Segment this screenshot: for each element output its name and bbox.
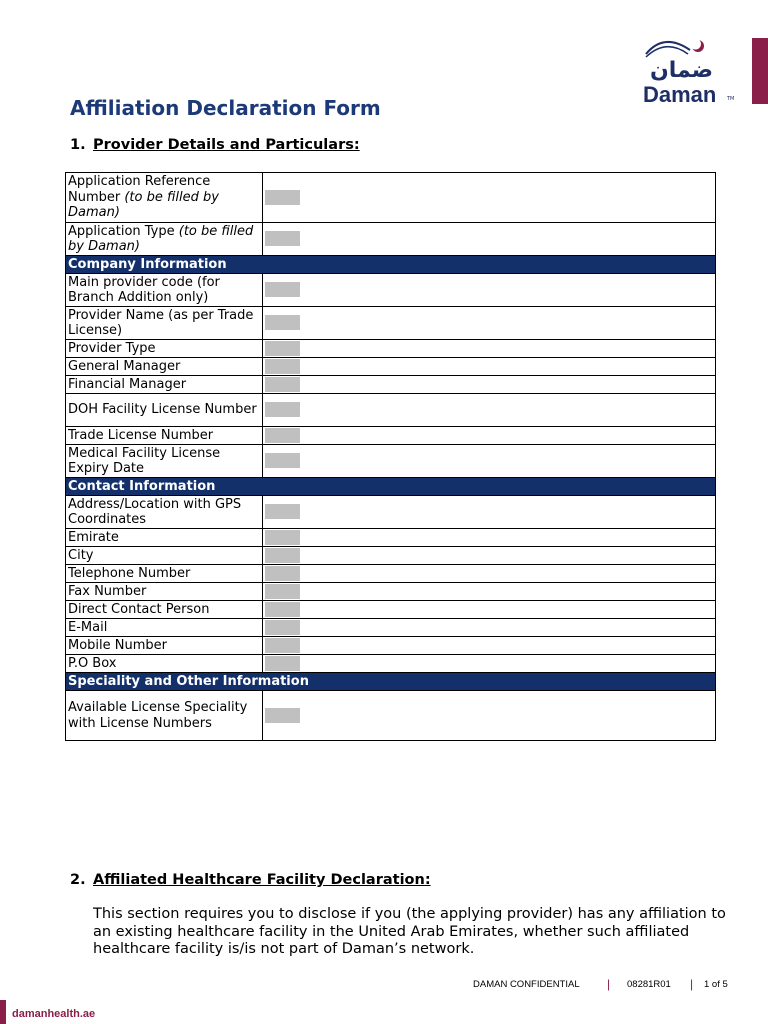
address-field[interactable] xyxy=(263,496,716,529)
footer-separator: | xyxy=(690,977,694,991)
form-field-shade[interactable] xyxy=(265,602,300,617)
po-box-field[interactable] xyxy=(263,655,716,673)
telephone-field[interactable] xyxy=(263,565,716,583)
table-row xyxy=(66,655,716,673)
table-row xyxy=(66,547,716,565)
form-field-shade[interactable] xyxy=(265,548,300,563)
table-row xyxy=(66,496,716,529)
table-row xyxy=(66,637,716,655)
section-2-title: Affiliated Healthcare Facility Declaration: xyxy=(93,872,431,888)
financial-manager-field[interactable] xyxy=(263,376,716,394)
table-row xyxy=(66,529,716,547)
footer-accent-bar xyxy=(0,1000,6,1024)
logo-latin-text: Daman xyxy=(643,82,717,107)
row-label: Fax Number xyxy=(66,583,263,601)
row-label: City xyxy=(66,547,263,565)
row-label: Application Reference Number (to be filled by Daman) xyxy=(66,173,263,223)
form-field-shade[interactable] xyxy=(265,428,300,443)
table-row xyxy=(66,565,716,583)
table-row xyxy=(66,340,716,358)
provider-name-field[interactable] xyxy=(263,307,716,340)
form-field-shade[interactable] xyxy=(265,708,300,723)
row-label: Medical Facility License Expiry Date xyxy=(66,445,263,478)
footer-confidential: DAMAN CONFIDENTIAL xyxy=(473,979,580,990)
direct-contact-field[interactable] xyxy=(263,601,716,619)
footer-page-number: 1 of 5 xyxy=(704,979,728,990)
table-row xyxy=(66,619,716,637)
mobile-field[interactable] xyxy=(263,637,716,655)
footer-document-code: 08281R01 xyxy=(627,979,671,990)
emirate-field[interactable] xyxy=(263,529,716,547)
form-field-shade[interactable] xyxy=(265,620,300,635)
section-1-title: Provider Details and Particulars: xyxy=(93,137,360,153)
application-reference-field[interactable] xyxy=(263,173,716,223)
daman-logo xyxy=(640,32,740,108)
form-field-shade[interactable] xyxy=(265,377,300,392)
provider-type-field[interactable] xyxy=(263,340,716,358)
doh-license-field[interactable] xyxy=(263,394,716,427)
email-field[interactable] xyxy=(263,619,716,637)
form-field-shade[interactable] xyxy=(265,282,300,297)
available-license-field[interactable] xyxy=(263,691,716,741)
row-label: Application Type (to be filled by Daman) xyxy=(66,223,263,256)
form-field-shade[interactable] xyxy=(265,359,300,374)
row-label: Provider Name (as per Trade License) xyxy=(66,307,263,340)
row-label: Financial Manager xyxy=(66,376,263,394)
row-label: Main provider code (for Branch Addition only) xyxy=(66,274,263,307)
section-row-speciality-information: Speciality and Other Information xyxy=(66,673,716,691)
section-row-company-information: Company Information xyxy=(66,256,716,274)
fax-field[interactable] xyxy=(263,583,716,601)
form-field-shade[interactable] xyxy=(265,402,300,417)
form-field-shade[interactable] xyxy=(265,231,300,246)
table-row xyxy=(66,445,716,478)
form-field-shade[interactable] xyxy=(265,638,300,653)
form-field-shade[interactable] xyxy=(265,341,300,356)
form-field-shade[interactable] xyxy=(265,504,300,519)
form-field-shade[interactable] xyxy=(265,190,300,205)
row-label: Available License Speciality with License Numbers xyxy=(66,691,263,741)
general-manager-field[interactable] xyxy=(263,358,716,376)
row-label: General Manager xyxy=(66,358,263,376)
table-row xyxy=(66,358,716,376)
form-field-shade[interactable] xyxy=(265,584,300,599)
table-row xyxy=(66,427,716,445)
table-row xyxy=(66,223,716,256)
footer-website: damanhealth.ae xyxy=(12,1008,96,1020)
trade-license-field[interactable] xyxy=(263,427,716,445)
medical-license-expiry-field[interactable] xyxy=(263,445,716,478)
table-row xyxy=(66,307,716,340)
main-provider-code-field[interactable] xyxy=(263,274,716,307)
row-label: P.O Box xyxy=(66,655,263,673)
row-label: E-Mail xyxy=(66,619,263,637)
row-label: Trade License Number xyxy=(66,427,263,445)
row-label: Telephone Number xyxy=(66,565,263,583)
row-label: Provider Type xyxy=(66,340,263,358)
row-label: Emirate xyxy=(66,529,263,547)
section-2-number: 2. xyxy=(70,872,86,888)
table-row xyxy=(66,376,716,394)
row-label: Address/Location with GPS Coordinates xyxy=(66,496,263,529)
form-field-shade[interactable] xyxy=(265,453,300,468)
table-row xyxy=(66,691,716,741)
logo-arabic-text: ضمان xyxy=(650,58,714,83)
provider-details-table xyxy=(65,172,716,741)
row-label: Mobile Number xyxy=(66,637,263,655)
form-field-shade[interactable] xyxy=(265,315,300,330)
form-field-shade[interactable] xyxy=(265,530,300,545)
form-field-shade[interactable] xyxy=(265,566,300,581)
table-row xyxy=(66,394,716,427)
form-field-shade[interactable] xyxy=(265,656,300,671)
section-2-paragraph: This section requires you to disclose if you (the applying provider) has any affiliation to an existing healthcare facility in the United Arab Emirates, whether such affiliated healthcare facility is/is not part of Daman’s network. xyxy=(93,906,726,957)
row-label: DOH Facility License Number xyxy=(66,394,263,427)
section-1-number: 1. xyxy=(70,137,86,153)
application-type-field[interactable] xyxy=(263,223,716,256)
page-title: Affiliation Declaration Form xyxy=(70,96,381,120)
table-row xyxy=(66,173,716,223)
row-label: Direct Contact Person xyxy=(66,601,263,619)
table-row xyxy=(66,601,716,619)
table-row xyxy=(66,583,716,601)
footer-separator: | xyxy=(607,977,611,991)
table-row xyxy=(66,274,716,307)
section-row-contact-information: Contact Information xyxy=(66,478,716,496)
brand-accent-bar xyxy=(752,38,768,104)
city-field[interactable] xyxy=(263,547,716,565)
logo-trademark: TM xyxy=(727,96,735,102)
